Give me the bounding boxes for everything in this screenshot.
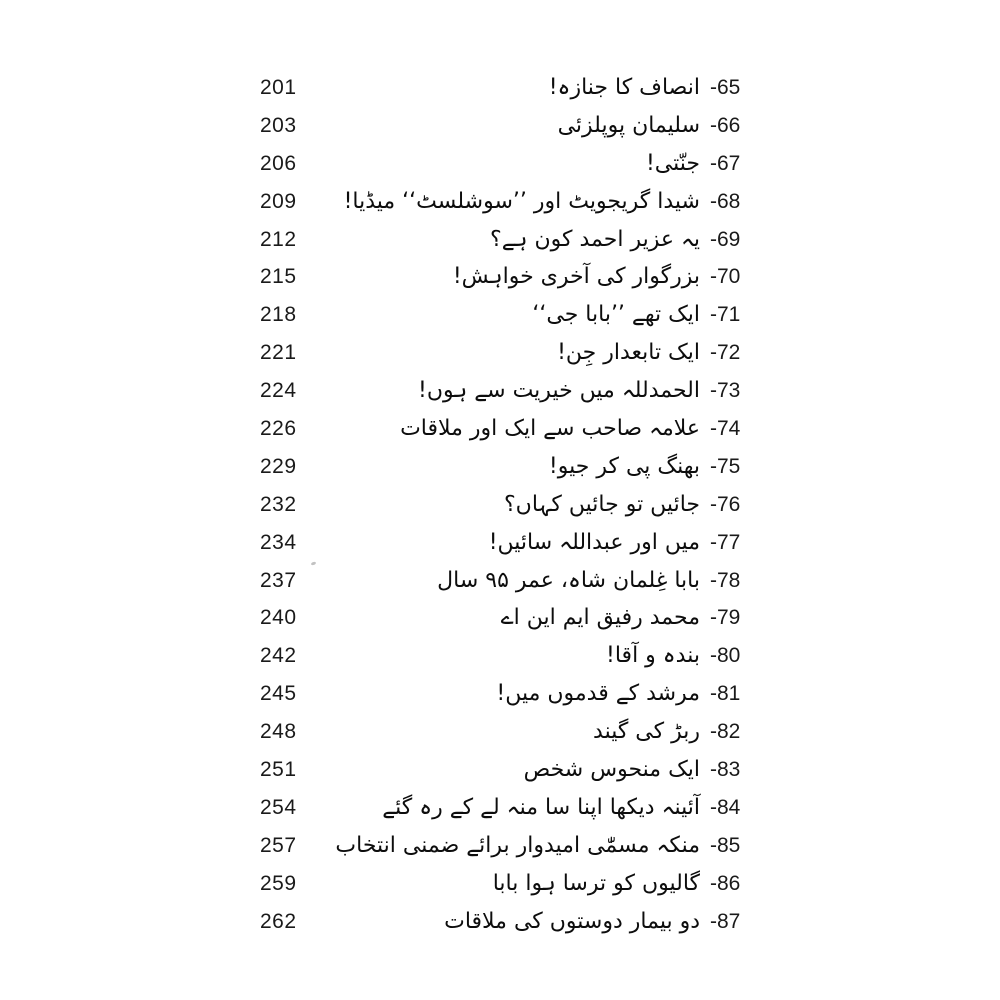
toc-row — [0, 486, 1000, 524]
toc-row — [0, 221, 1000, 259]
chapter-number: -68 — [710, 189, 741, 213]
chapter-title: ایک تابعدار جِن! — [557, 340, 700, 366]
chapter-number: -85 — [710, 833, 741, 857]
toc-row — [0, 296, 1000, 334]
chapter-number: -66 — [710, 113, 741, 137]
chapter-number: -81 — [710, 682, 741, 706]
toc-row — [0, 107, 1000, 145]
chapter-title: بندہ و آقا! — [606, 643, 700, 669]
page-number: 242 — [260, 644, 297, 668]
chapter-number: -84 — [710, 795, 741, 819]
toc-row — [0, 599, 1000, 637]
chapter-title: یہ عزیر احمد کون ہے؟ — [490, 226, 700, 252]
chapter-title: آئینہ دیکھا اپنا سا منہ لے کے رہ گئے — [382, 794, 700, 820]
chapter-number: -80 — [710, 644, 741, 668]
page-number: 212 — [260, 227, 297, 251]
toc-row — [0, 865, 1000, 903]
chapter-title: ایک منحوس شخص — [523, 756, 700, 782]
chapter-title: علامہ صاحب سے ایک اور ملاقات — [400, 415, 700, 441]
toc-row — [0, 69, 1000, 107]
page-number: 257 — [260, 833, 297, 857]
page-number: 259 — [260, 871, 297, 895]
page-number: 218 — [260, 303, 297, 327]
chapter-number: -82 — [710, 720, 741, 744]
toc-row — [0, 789, 1000, 827]
toc-row — [0, 562, 1000, 600]
toc-row — [0, 258, 1000, 296]
chapter-title: منکہ مسمّٰی امیدوار برائے ضمنی انتخاب — [335, 832, 700, 858]
page-number: 262 — [260, 909, 297, 933]
chapter-number: -87 — [710, 909, 741, 933]
toc-row — [0, 675, 1000, 713]
chapter-number: -76 — [710, 492, 741, 516]
chapter-title: سلیمان پوپلزئی — [557, 112, 700, 138]
page-number: 209 — [260, 189, 297, 213]
chapter-title: بزرگوار کی آخری خواہش! — [452, 264, 700, 290]
page-number: 203 — [260, 113, 297, 137]
chapter-number: -79 — [710, 606, 741, 630]
chapter-title: بابا غِلمان شاہ، عمر ۹۵ سال — [437, 567, 700, 593]
toc-row — [0, 713, 1000, 751]
page-number: 232 — [260, 492, 297, 516]
toc-row — [0, 410, 1000, 448]
page-number: 251 — [260, 757, 297, 781]
chapter-number: -65 — [710, 75, 741, 99]
page-number: 254 — [260, 795, 297, 819]
toc-row — [0, 903, 1000, 941]
chapter-title: جائیں تو جائیں کہاں؟ — [504, 491, 700, 517]
toc-row — [0, 145, 1000, 183]
toc-row — [0, 751, 1000, 789]
page-number: 215 — [260, 265, 297, 289]
chapter-number: -75 — [710, 454, 741, 478]
chapter-number: -78 — [710, 568, 741, 592]
chapter-number: -74 — [710, 416, 741, 440]
chapter-title: جنّتی! — [645, 150, 700, 176]
chapter-title: شیدا گریجویٹ اور ’’سوشلسٹ‘‘ میڈیا! — [343, 188, 700, 214]
toc-row — [0, 637, 1000, 675]
chapter-title: دو بیمار دوستوں کی ملاقات — [444, 908, 700, 934]
chapter-number: -77 — [710, 530, 741, 554]
page-number: 234 — [260, 530, 297, 554]
chapter-title: میں اور عبداللہ سائیں! — [488, 529, 700, 555]
page-number: 245 — [260, 682, 297, 706]
chapter-title: مرشد کے قدموں میں! — [496, 681, 700, 707]
chapter-number: -86 — [710, 871, 741, 895]
page-number: 206 — [260, 151, 297, 175]
chapter-title: الحمدللہ میں خیریت سے ہوں! — [418, 378, 700, 404]
toc-list — [0, 69, 1000, 940]
chapter-number: -71 — [710, 303, 741, 327]
chapter-title: انصاف کا جنازہ! — [548, 74, 700, 100]
page-number: 201 — [260, 75, 297, 99]
chapter-title: ایک تھے ’’بابا جی‘‘ — [532, 302, 700, 328]
chapter-number: -70 — [710, 265, 741, 289]
page-number: 237 — [260, 568, 297, 592]
chapter-title: گالیوں کو ترسا ہوا بابا — [492, 870, 700, 896]
page-number: 226 — [260, 416, 297, 440]
chapter-number: -83 — [710, 757, 741, 781]
toc-row — [0, 372, 1000, 410]
chapter-title: ربڑ کی گیند — [593, 719, 700, 745]
toc-row — [0, 334, 1000, 372]
page-number: 224 — [260, 379, 297, 403]
toc-row — [0, 183, 1000, 221]
chapter-number: -67 — [710, 151, 741, 175]
chapter-number: -72 — [710, 341, 741, 365]
toc-row — [0, 524, 1000, 562]
page-number: 240 — [260, 606, 297, 630]
chapter-title: بھنگ پی کر جیو! — [548, 453, 700, 479]
page-number: 221 — [260, 341, 297, 365]
chapter-number: -73 — [710, 379, 741, 403]
page-number: 248 — [260, 720, 297, 744]
toc-row — [0, 448, 1000, 486]
chapter-number: -69 — [710, 227, 741, 251]
page-number: 229 — [260, 454, 297, 478]
toc-row — [0, 827, 1000, 865]
chapter-title: محمد رفیق ایم این اے — [500, 605, 700, 631]
